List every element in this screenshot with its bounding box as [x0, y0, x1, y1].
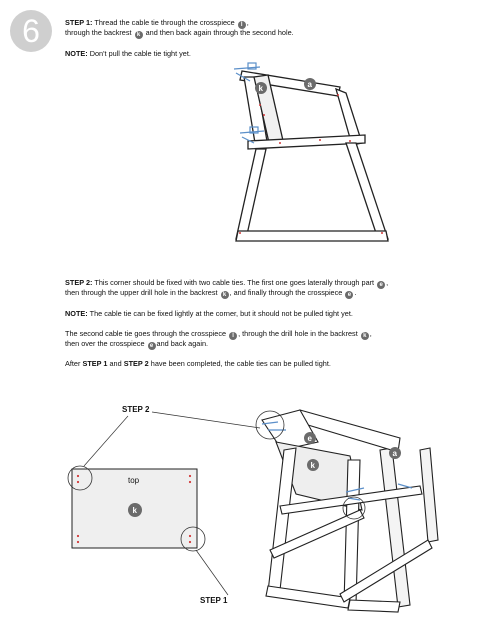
completion-and: and: [109, 359, 122, 368]
step2-line2-mid: , and finally through the crosspiece: [229, 288, 343, 297]
step2-line1-end: ,: [386, 278, 389, 287]
chair-top-rail-right: [298, 410, 400, 452]
step2-second-line2-text: then over the crosspiece: [65, 339, 145, 348]
step1-prefix: STEP 1:: [65, 18, 93, 27]
step2-prefix: STEP 2:: [65, 278, 93, 287]
step1-line2-end: and then back again through the second hole.: [145, 28, 294, 37]
chair-rear-leg2: [420, 448, 438, 542]
step2-second-text: The second cable tie goes through the crosspiece: [65, 329, 227, 338]
floor-rail: [236, 231, 388, 241]
step1-note-text: Don't pull the cable tie tight yet.: [89, 49, 191, 58]
part-ref-e: e: [148, 342, 156, 350]
step1-line2: [65, 28, 294, 39]
step2-note-prefix: NOTE:: [65, 309, 88, 318]
chair-side-diagram: [220, 55, 410, 250]
part-ref-e: e: [377, 281, 385, 289]
part-ref-e: e: [345, 291, 353, 299]
step2-line1-text: This corner should be fixed with two cable ties. The first one goes laterally through part: [94, 278, 375, 287]
step2-second-mid: , through the drill hole in the backrest: [238, 329, 358, 338]
chair-label-a-text: a: [392, 449, 397, 458]
step1-line2-text: through the backrest: [65, 28, 132, 37]
part-ref-k: k: [221, 291, 229, 299]
part-ref-l: l: [229, 332, 237, 340]
panel-label-k-text: k: [132, 506, 137, 515]
callout-step1: STEP 1: [200, 596, 228, 605]
step2-second-line2-end: and back again.: [156, 339, 209, 348]
step-number-badge: 6: [10, 10, 52, 52]
chair-rear-leg: [380, 448, 410, 607]
completion-note: [65, 359, 331, 369]
part-ref-l: l: [238, 21, 246, 29]
chair-floor-rail-left: [266, 586, 350, 608]
step1-line1-end: ,: [246, 18, 249, 27]
part-ref-k: k: [135, 31, 143, 39]
step2-second-line2: [65, 339, 208, 350]
step2-note: [65, 309, 353, 319]
chair-floor-rail-right: [348, 600, 400, 612]
step1-note-prefix: NOTE:: [65, 49, 88, 58]
callout-step2: STEP 2: [122, 405, 150, 414]
step2-line2: [65, 288, 356, 299]
step2-line2-text: then through the upper drill hole in the backrest: [65, 288, 218, 297]
step1-note: [65, 49, 191, 59]
step2-note-text: The cable tie can be fixed lightly at the corner, but it should not be pulled tight yet.: [89, 309, 353, 318]
chair-label-e-text: e: [307, 434, 312, 443]
part-ref-k: k: [361, 332, 369, 340]
step1-line1-text: Thread the cable tie through the crosspiece: [94, 18, 235, 27]
completion-step1: STEP 1: [82, 359, 108, 368]
left-leg: [236, 149, 266, 239]
completion-text: have been completed, the cable ties can be pulled tight.: [150, 359, 331, 368]
chair-front-leg: [268, 448, 296, 592]
step2-second-end: ,: [369, 329, 372, 338]
panel-top-label: top: [128, 476, 140, 485]
step2-line2-end: .: [354, 288, 357, 297]
part-label-a-text: a: [307, 80, 312, 89]
chair-label-k-text: k: [310, 461, 315, 470]
completion-step2: STEP 2: [123, 359, 149, 368]
chair-3d-diagram: [0, 390, 478, 620]
right-leg: [346, 143, 388, 239]
completion-after: After: [65, 359, 81, 368]
part-label-k-text: k: [258, 84, 263, 93]
